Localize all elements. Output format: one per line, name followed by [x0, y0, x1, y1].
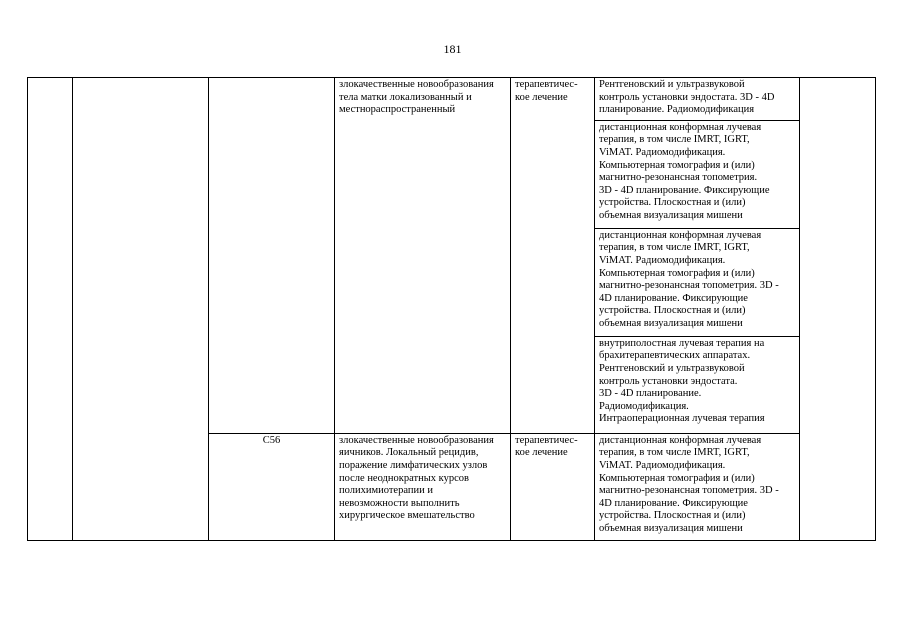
code-cell: C56: [209, 433, 335, 540]
page-number: 181: [443, 42, 462, 56]
table-row: [28, 78, 876, 121]
method-cell: внутриполостная лучевая терапия на брахитерапевтических аппаратах. Рентгеновский и ультразвуковой контроль установки эндостата. 3D - 4D планирование. Радиомодификация. Интраоперационная лучевая терапия: [595, 336, 800, 433]
last-col-cell: [800, 78, 876, 541]
method-cell: дистанционная конформная лучевая терапия, в том числе IMRT, IGRT, ViMAT. Радиомодификация. Компьютерная томография и (или) магнитно-резонансная топометрия. 3D - 4D планирование. Фиксирующие устройства. Плоскостная и (или) объемная визуализация мишени: [595, 228, 800, 336]
method-cell: Рентгеновский и ультразвуковой контроль установки эндостата. 3D - 4D планирование. Радиомодификация: [595, 78, 800, 121]
diagnosis-cell: злокачественные новообразования яичников. Локальный рецидив, поражение лимфатических узлов после неоднократных курсов полихимиотерапии и невозможности выполнить хирургическое вмешательство: [335, 433, 511, 540]
diagnosis-cell: злокачественные новообразования тела матки локализованный и местнораспространенный: [335, 78, 511, 434]
treatment-type-cell: терапевтичес- кое лечение: [511, 78, 595, 434]
col2-cell: [73, 78, 209, 541]
code-cell: [209, 78, 335, 434]
method-cell: дистанционная конформная лучевая терапия, в том числе IMRT, IGRT, ViMAT. Радиомодификация. Компьютерная томография и (или) магнитно-резонансная топометрия. 3D - 4D планирование. Фиксирующие устройства. Плоскостная и (или) объемная визуализация мишени: [595, 120, 800, 228]
treatment-type-cell: терапевтичес- кое лечение: [511, 433, 595, 540]
method-cell: дистанционная конформная лучевая терапия, в том числе IMRT, IGRT, ViMAT. Радиомодификация. Компьютерная томография и (или) магнитно-резонансная топометрия. 3D - 4D планирование. Фиксирующие устройства. Плоскостная и (или) объемная визуализация мишени: [595, 433, 800, 540]
col1-cell: [28, 78, 73, 541]
treatment-table: [27, 77, 876, 541]
